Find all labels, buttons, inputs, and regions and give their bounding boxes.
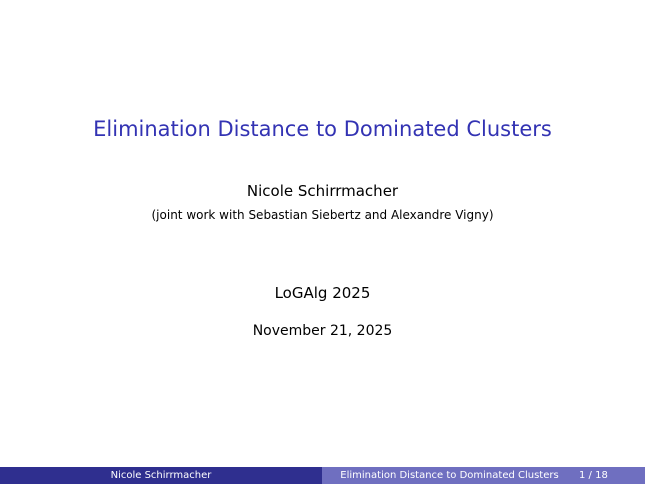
footer-author: Nicole Schirrmacher xyxy=(0,467,322,484)
slide-title: Elimination Distance to Dominated Clusters xyxy=(93,117,552,141)
footer-title: Elimination Distance to Dominated Clusters xyxy=(340,470,559,481)
presentation-date: November 21, 2025 xyxy=(252,323,393,339)
author-name: Nicole Schirrmacher xyxy=(246,182,399,200)
coauthors-note: (joint work with Sebastian Siebertz and Alexandre Vigny) xyxy=(151,208,494,222)
footline xyxy=(0,467,645,484)
event-name: LoGAlg 2025 xyxy=(274,284,371,302)
footer-page-number: 1 / 18 xyxy=(579,470,608,481)
footer-title-section xyxy=(322,467,645,484)
